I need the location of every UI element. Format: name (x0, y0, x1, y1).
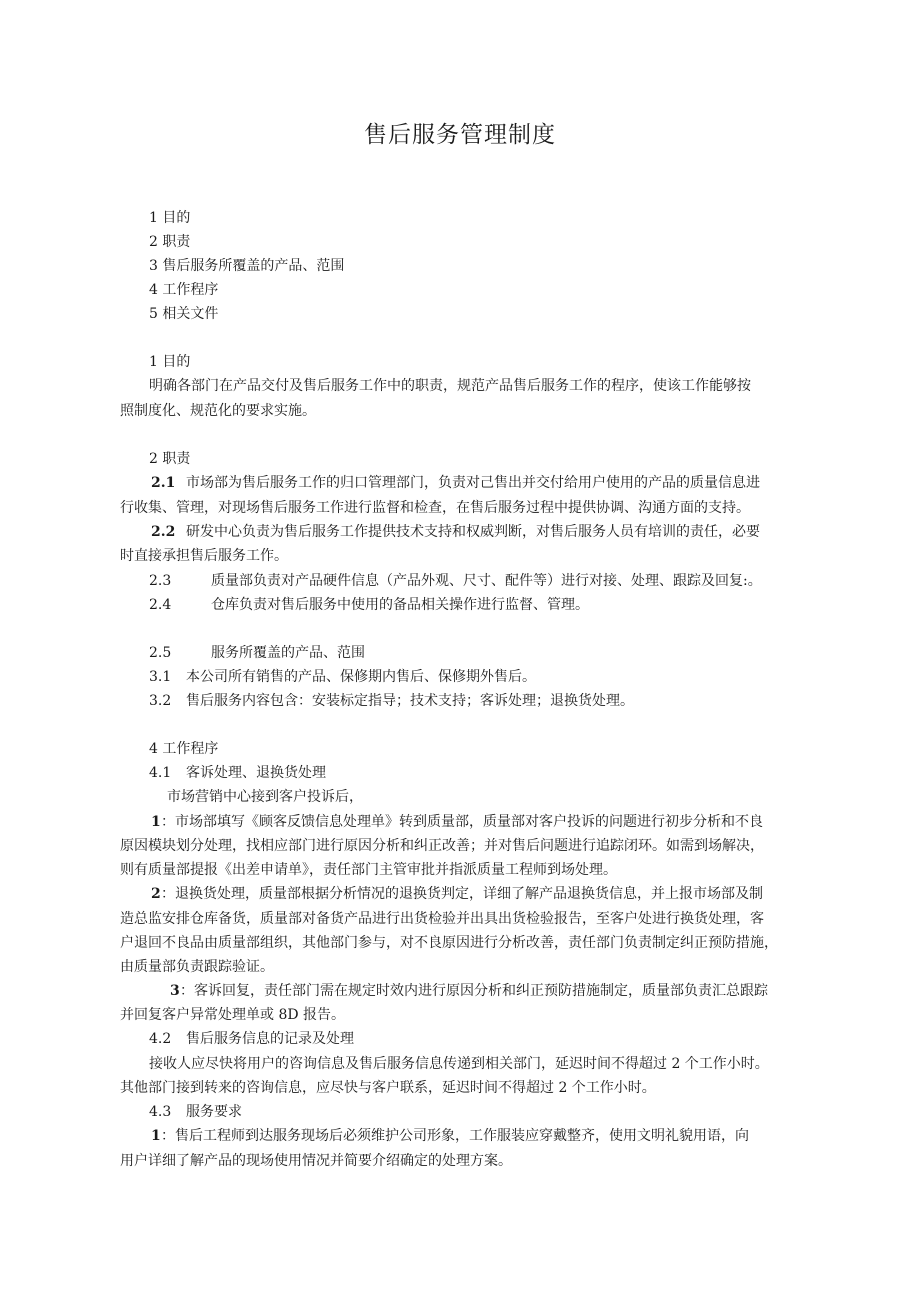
item-4-3-text: 服务要求 (186, 1104, 242, 1120)
item-3-2-text: 售后服务内容包含：安装标定指导；技术支持；客诉处理；退换货处理。 (186, 693, 634, 709)
point-2-line-3: 户退回不良品由质量部组织，其他部门参与，对不良原因进行分析改善，责任部门负责制定纠正预防措施， (120, 935, 778, 951)
item-2-2-number: 2.2 (151, 524, 176, 540)
item-2-5-text: 服务所覆盖的产品、范围 (211, 645, 365, 661)
toc-item-scope: 3 售后服务所覆盖的产品、范围 (149, 258, 345, 274)
document-title: 售后服务管理制度 (364, 122, 556, 148)
point-1-number: 1 (151, 814, 161, 830)
toc-item-related-files: 5 相关文件 (149, 306, 219, 322)
point-2-number: 2 (151, 886, 161, 902)
item-4-2-text: 售后服务信息的记录及处理 (186, 1031, 354, 1047)
section-1-line-2: 照制度化、规范化的要求实施。 (120, 403, 316, 419)
item-4-2-line-1: 接收人应尽快将用户的咨询信息及售后服务信息传递到相关部门，延迟时间不得超过 2 个工作小时。 (149, 1056, 769, 1072)
point-3-line-2: 并回复客户异常处理单或 8D 报告。 (120, 1007, 346, 1023)
item-3-1-number: 3.1 (149, 669, 172, 685)
point-3-number: 3 (170, 983, 180, 999)
point-1-line-3: 则有质量部提报《出差申请单》，责任部门主管审批并指派质量工程师到场处理。 (120, 862, 617, 878)
item-4-1-intro: 市场营销中心接到客户投诉后， (167, 789, 363, 805)
point-3-line-1: ：客诉回复，责任部门需在规定时效内进行原因分析和纠正预防措施制定，质量部负责汇总跟踪 (180, 983, 768, 999)
item-2-4-text: 仓库负责对售后服务中使用的备品相关操作进行监督、管理。 (211, 597, 589, 613)
item-4-2-number: 4.2 (149, 1031, 172, 1047)
item-2-3-text: 质量部负责对产品硬件信息（产品外观、尺寸、配件等）进行对接、处理、跟踪及回复:。 (211, 573, 762, 589)
toc-item-procedure: 4 工作程序 (149, 282, 219, 298)
item-2-5-number: 2.5 (149, 645, 172, 661)
item-2-1-number: 2.1 (151, 475, 176, 491)
point-2-line-1: ：退换货处理，质量部根据分析情况的退换货判定，详细了解产品退换货信息，并上报市场部及制 (161, 886, 763, 902)
service-point-1-line-2: 用户详细了解产品的现场使用情况并简要介绍确定的处理方案。 (120, 1153, 512, 1169)
item-2-1-line-2: 行收集、管理，对现场售后服务工作进行监督和检查，在售后服务过程中提供协调、沟通方面的支持。 (120, 500, 750, 516)
item-3-2-number: 3.2 (149, 693, 172, 709)
section-1-line-1: 明确各部门在产品交付及售后服务工作中的职责，规范产品售后服务工作的程序，使该工作能够按 (149, 378, 751, 394)
item-4-3-number: 4.3 (149, 1104, 172, 1120)
point-2-line-4: 由质量部负责跟踪验证。 (120, 959, 274, 975)
section-1-heading: 1 目的 (149, 354, 191, 370)
item-2-3-number: 2.3 (149, 573, 172, 589)
service-point-1-number: 1 (151, 1128, 161, 1144)
item-4-1-number: 4.1 (149, 765, 172, 781)
service-point-1-line-1: ：售后工程师到达服务现场后必须维护公司形象，工作服装应穿戴整齐，使用文明礼貌用语，向 (161, 1128, 749, 1144)
item-2-1-line-1: 市场部为售后服务工作的归口管理部门，负责对己售出并交付给用户使用的产品的质量信息进 (186, 475, 760, 491)
point-1-line-1: ：市场部填写《顾客反馈信息处理单》转到质量部，质量部对客户投诉的问题进行初步分析和不良 (161, 814, 763, 830)
toc-item-duties: 2 职责 (149, 234, 191, 250)
section-4-heading: 4 工作程序 (149, 741, 219, 757)
item-2-2-line-1: 研发中心负责为售后服务工作提供技术支持和权威判断，对售后服务人员有培训的责任，必要 (186, 524, 760, 540)
toc-item-purpose: 1 目的 (149, 210, 191, 226)
point-2-line-2: 造总监安排仓库备货，质量部对备货产品进行出货检验并出具出货检验报告，至客户处进行换货处理，客 (120, 911, 764, 927)
item-2-4-number: 2.4 (149, 597, 172, 613)
item-3-1-text: 本公司所有销售的产品、保修期内售后、保修期外售后。 (186, 669, 536, 685)
section-2-heading: 2 职责 (149, 451, 191, 467)
point-1-line-2: 原因模块划分处理，找相应部门进行原因分析和纠正改善；并对售后问题进行追踪闭环。如需到场解决， (120, 838, 764, 854)
item-4-2-line-2: 其他部门接到转来的咨询信息，应尽快与客户联系，延迟时间不得超过 2 个工作小时。 (120, 1080, 656, 1096)
item-2-2-line-2: 时直接承担售后服务工作。 (120, 548, 288, 564)
item-4-1-text: 客诉处理、退换货处理 (186, 765, 326, 781)
